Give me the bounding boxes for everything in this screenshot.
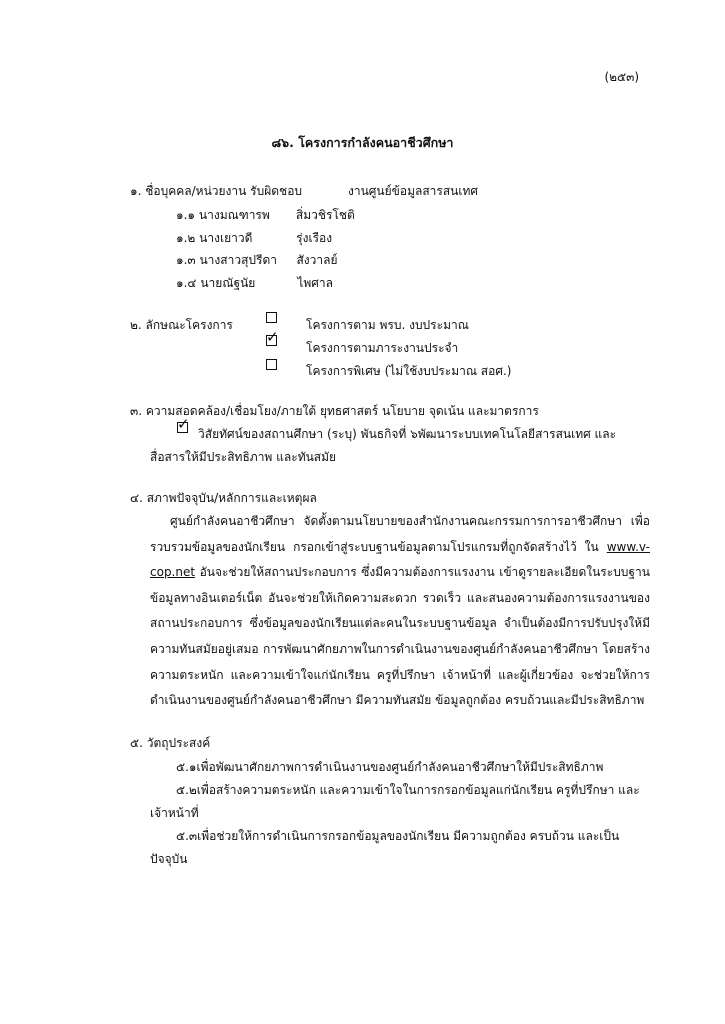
person-number: ๑.๓ bbox=[176, 253, 196, 267]
section4-text-after-link: อันจะช่วยให้สถานประกอบการ ซึ่งมีความต้องการแรงงาน เข้าดูรายละเอียดในระบบฐานข้อมูลทางอินเตอร์เน็ต อันจะช่วยให้เกิดความสะดวก รวดเร็ว และสนองความต้องการแรงงานของสถานประกอบการ ซึ่งข้อมูลของนักเรียนแต่ละคนในระบบฐานข้อมูล จำเป็นต้องมีการปรับปรุงให้มีความทันสมัยอยู่เสมอ การพัฒนาศักยภาพในการดำเนินงานของศูนย์กำลังคนอาชีวศึกษา โดยสร้างความตระหนัก และความเข้าใจแก่นักเรียน ครูที่ปรึกษา เจ้าหน้าที่ และผู้เกี่ยวข้อง จะช่วยให้การดำเนินงานของศูนย์กำลังคนอาชีวศึกษา มีความทันสมัย ข้อมูลถูกต้อง ครบถ้วนและมีประสิทธิภาพ bbox=[150, 565, 650, 708]
vcop-link[interactable]: www.v-cop.net bbox=[150, 539, 650, 580]
objective-3-line1: ๕.๓เพื่อช่วยให้การดำเนินการกรอกข้อมูลของนักเรียน มีความถูกต้อง ครบถ้วน และเป็น bbox=[176, 829, 620, 843]
section4-text-before-link: ศูนย์กำลังคนอาชีวศึกษา จัดตั้งตามนโยบายของสำนักงานคณะกรรมการการอาชีวศึกษา เพื่อรวบรวมข้อมูลของนักเรียน กรอกเข้าสู่ระบบฐานข้อมูลตามโปรแกรมที่ถูกจัดสร้างไว้ ใน bbox=[150, 514, 650, 554]
objective-2-line2: เจ้าหน้าที่ bbox=[150, 806, 199, 820]
section5-heading: ๕. วัตถุประสงค์ bbox=[130, 736, 211, 750]
objective-1: ๕.๑เพื่อพัฒนาศักยภาพการดำเนินงานของศูนย์กำลังคนอาชีวศึกษาให้มีประสิทธิภาพ bbox=[176, 760, 604, 774]
person-number: ๑.๒ bbox=[176, 231, 196, 245]
person-number: ๑.๑ bbox=[176, 208, 196, 222]
section2-heading: ๒. ลักษณะโครงการ bbox=[130, 318, 233, 332]
objective-3-line2: ปัจจุบัน bbox=[150, 852, 188, 866]
project-title: ๘๖. โครงการกำลังคนอาชีวศึกษา bbox=[271, 135, 454, 150]
section1-heading: ๑. ชื่อบุคคล/หน่วยงาน รับผิดชอบ bbox=[130, 184, 303, 198]
person-number: ๑.๔ bbox=[176, 276, 197, 290]
section3-line1: วิสัยทัศน์ของสถานศึกษา (ระบุ) พันธกิจที่ ๖พัฒนาระบบเทคโนโลยีสารสนเทศ และ bbox=[198, 427, 617, 441]
person-surname: รุ่งเรือง bbox=[296, 231, 333, 245]
checkmark-icon: ✓ bbox=[266, 328, 279, 346]
checkbox-special-project[interactable] bbox=[266, 359, 277, 370]
person-row-4 bbox=[176, 271, 333, 295]
person-name: นางสาวสุปรีดา bbox=[199, 253, 277, 267]
person-row-1 bbox=[176, 203, 355, 227]
checkbox-vision[interactable] bbox=[177, 415, 190, 433]
checkmark-icon: ✓ bbox=[177, 415, 190, 433]
person-row-3 bbox=[176, 248, 338, 272]
section4-paragraph bbox=[150, 509, 650, 714]
person-surname: ไพศาล bbox=[297, 276, 333, 290]
person-name: นางมณฑารพ bbox=[198, 208, 270, 222]
responsible-unit: งานศูนย์ข้อมูลสารสนเทศ bbox=[348, 184, 478, 198]
objective-2-line1: ๕.๒เพื่อสร้างความตระหนัก และความเข้าใจในการกรอกข้อมูลแก่นักเรียน ครูที่ปรึกษา และ bbox=[176, 783, 640, 797]
section3-line2: สื่อสารให้มีประสิทธิภาพ และทันสมัย bbox=[150, 450, 337, 464]
section3-heading: ๓. ความสอดคล้อง/เชื่อมโยง/ภายใต้ ยุทธศาสตร์ นโยบาย จุดเน้น และมาตรการ bbox=[130, 404, 539, 418]
section4-heading: ๔. สภาพปัจจุบัน/หลักการและเหตุผล bbox=[130, 491, 317, 505]
option-budget-project: โครงการตาม พรบ. งบประมาณ bbox=[306, 318, 469, 332]
checkbox-routine-project[interactable] bbox=[266, 328, 279, 346]
checkbox-budget-project[interactable] bbox=[266, 312, 277, 323]
person-name: นางเยาวดี bbox=[199, 231, 253, 245]
person-name: นายณัฐนัย bbox=[200, 276, 256, 290]
option-routine-project: โครงการตามภาระงานประจำ bbox=[306, 341, 459, 355]
person-row-2 bbox=[176, 226, 332, 250]
option-special-project: โครงการพิเศษ (ไม่ใช้งบประมาณ สอศ.) bbox=[306, 364, 512, 378]
person-surname: สิ่มวชิรโชติ bbox=[295, 208, 355, 222]
page-number: (๒๕๓) bbox=[604, 70, 639, 84]
person-surname: สังวาลย์ bbox=[296, 253, 338, 267]
